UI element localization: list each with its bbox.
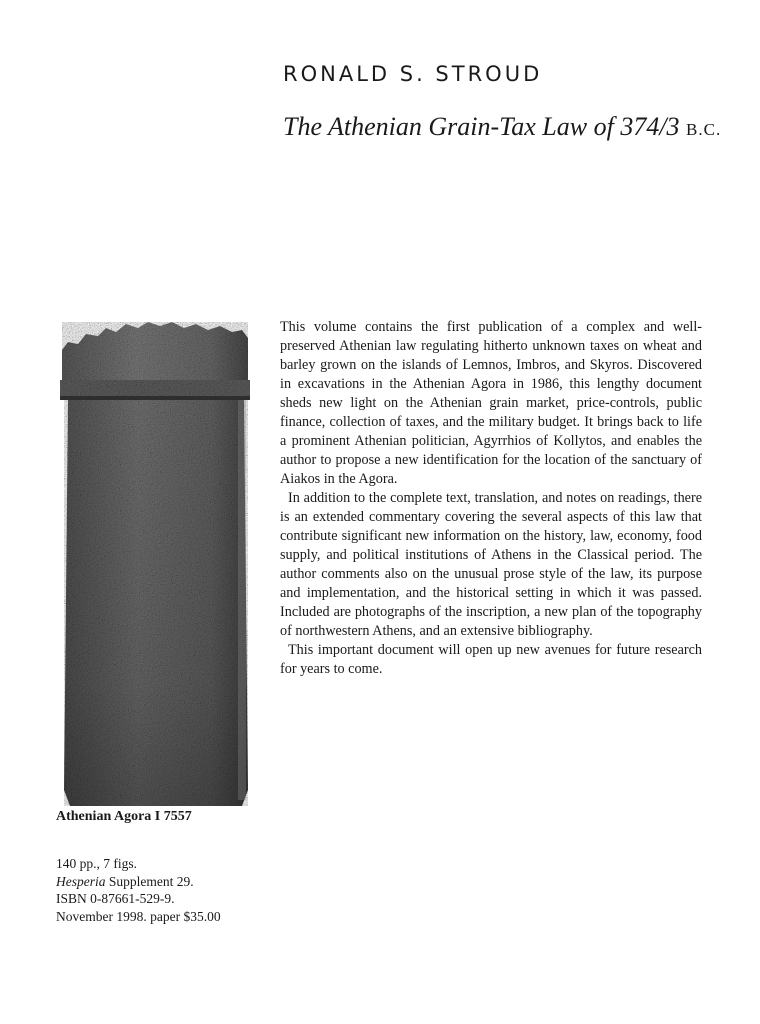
description [280,318,702,679]
description-paragraph-1: This volume contains the first publication of a complex and well-preserved Athenian law regulating hitherto unknown taxes on wheat and barley grown on the islands of Lemnos, Imbros, and Skyros. Discovered in excavations in the Athenian Agora in 1986, this lengthy document sheds new light on the Athenian grain market, price-controls, public finance, collection of taxes, and the military budget. It brings back to life a prominent Athenian politician, Agyrrhios of Kollytos, and enables the author to propose a new identification for the location of the sanctuary of Aiakos in the Agora. [280,319,702,487]
figure-caption: Athenian Agora I 7557 [56,809,192,824]
isbn: ISBN 0-87661-529-9. [56,891,175,906]
description-paragraph-2: In addition to the complete text, translation, and notes on readings, there is an extended commentary covering the several aspects of this law that contribute significant new information on the history, law, economy, food supply, and political institutions of Athens in the Classical period. The author comments also on the unusual prose style of the law, its purpose and implementation, and the historical setting in which it was passed. Included are photographs of the inscription, a new plan of the topography of northwestern Athens, and an extensive bibliography. [280,490,702,639]
publication-info [56,855,221,925]
book-title-main: The Athenian Grain-Tax Law of 374/3 [283,112,680,141]
series-line [56,873,221,891]
series-name: Hesperia [56,873,106,889]
stele-molding [60,380,250,398]
page-count: 140 pp., 7 figs. [56,856,137,871]
book-title [283,112,721,142]
series-number: Supplement 29. [105,873,194,889]
author-name: RONALD S. STROUD [283,62,543,86]
book-title-era: B.C. [686,120,722,139]
stele-photo [56,320,256,808]
description-paragraph-3: This important document will open up new avenues for future research for years to come. [280,642,702,677]
stele-crown [62,322,248,382]
date-price: November 1998. paper $35.00 [56,908,221,924]
